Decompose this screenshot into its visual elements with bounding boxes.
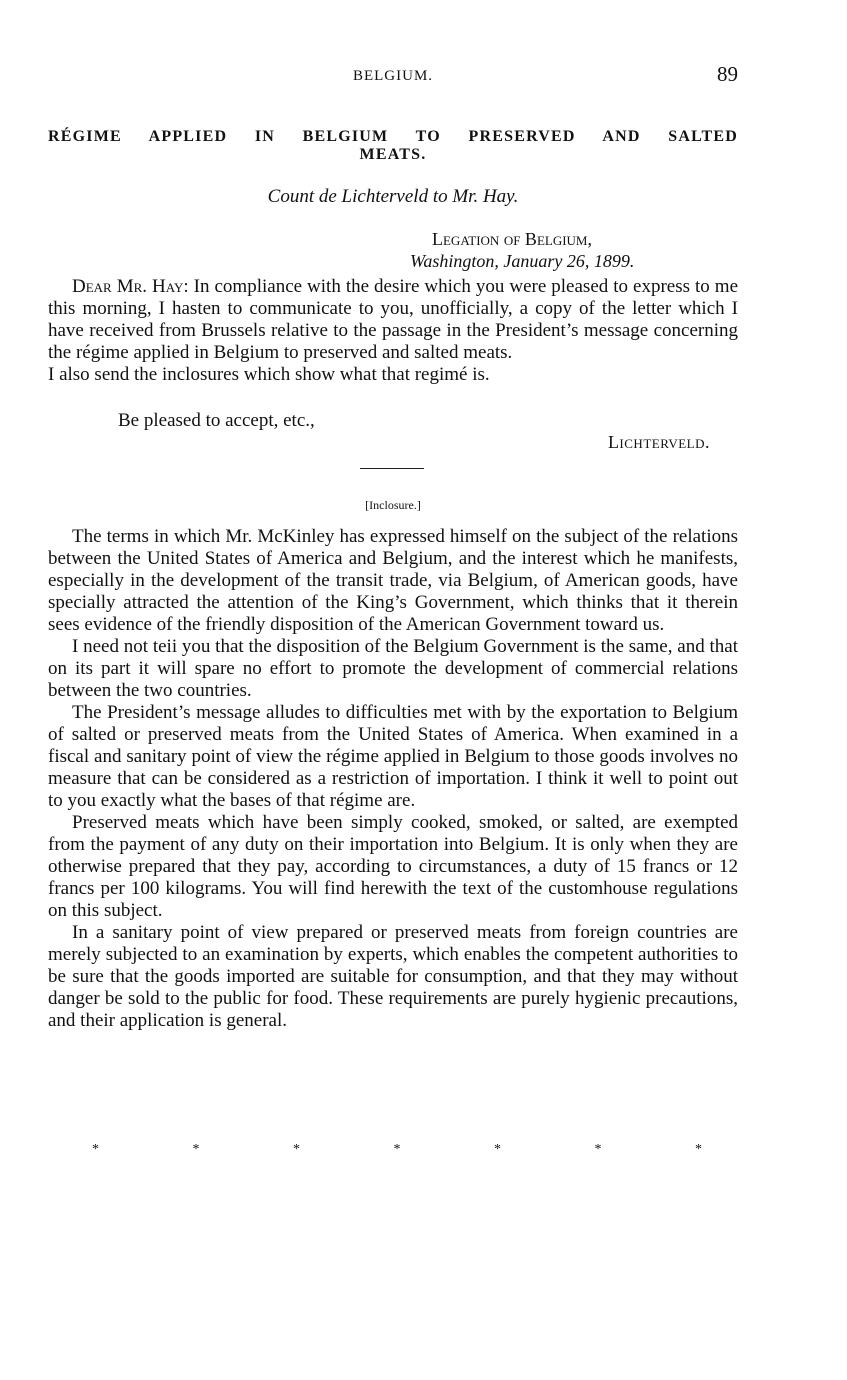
letterhead-org: Legation of Belgium, xyxy=(432,229,592,249)
inclosure-paragraph: I need not teii you that the disposition of the Belgium Government is the same, and that on its part it will spare no effort to promote the development of commercial relations between the two countries. xyxy=(48,636,738,701)
section-heading-line1: RÉGIME APPLIED IN BELGIUM TO PRESERVED AND SALTED xyxy=(48,128,738,145)
letter-body xyxy=(48,276,738,386)
omission-star: * xyxy=(92,1142,99,1157)
salutation: Dear Mr. Hay: xyxy=(72,276,189,297)
omission-star: * xyxy=(695,1142,702,1157)
omission-stars xyxy=(92,1142,702,1158)
inclosure-body xyxy=(48,526,738,1032)
inclosure-paragraph: In a sanitary point of view prepared or preserved meats from foreign countries are merely subjected to an examination by experts, which enables the competent authorities to be sure that the goods imported are suitable for consumption, and that they may without danger be sold to the public for food. These requirements are purely hygienic precautions, and their application is general. xyxy=(48,922,738,1031)
inclosure-paragraph: The terms in which Mr. McKinley has expressed himself on the subject of the relations between the United States of America and Belgium, and the interest which he manifests, especially in the development of the transit trade, via Belgium, of American goods, have specially attracted the attention of the King’s Government, which thinks that it therein sees evidence of the friendly disposition of the American Government toward us. xyxy=(48,526,738,635)
running-head xyxy=(48,64,738,88)
section-heading xyxy=(48,128,738,164)
letter-closing: Be pleased to accept, etc., xyxy=(118,410,315,431)
running-title: BELGIUM. xyxy=(352,68,434,84)
inclosure-paragraph: The President’s message alludes to difficulties met with by the exportation to Belgium of salted or preserved meats from the United States of America. When examined in a fiscal and sanitary point of view the régime applied in Belgium to those goods involves no measure that can be considered as a restriction of importation. I think it well to point out to you exactly what the bases of that régime are. xyxy=(48,702,738,811)
page-number: 89 xyxy=(717,62,738,86)
letter-signature: Lichterveld. xyxy=(607,432,710,452)
omission-star: * xyxy=(594,1142,602,1157)
document-page xyxy=(48,0,738,1380)
letter-paragraph-2: I also send the inclosures which show what that regimé is. xyxy=(48,364,490,385)
section-heading-line2: MEATS. xyxy=(359,146,427,163)
letterhead-place-date: Washington, January 26, 1899. xyxy=(410,251,635,271)
inclosure-paragraph: Preserved meats which have been simply cooked, smoked, or salted, are exempted from the payment of any duty on their importation into Belgium. It is only when they are otherwise prepared that they pay, according to circumstances, a duty of 15 francs or 12 francs per 100 kilograms. You will find herewith the text of the customhouse regulations on this subject. xyxy=(48,812,738,921)
omission-star: * xyxy=(494,1142,501,1157)
omission-star: * xyxy=(293,1142,300,1157)
letter-paragraph-1-text: In compliance with the desire which you were pleased to express to me this morning, I hasten to communicate to you, unofficially, a copy of the letter which I have received from Brussels relative to the passage in the President’s message concerning the régime applied in Belgium to preserved and salted meats. xyxy=(48,276,739,363)
inclosure-label: [Inclosure.] xyxy=(365,498,421,512)
letter-paragraph-1 xyxy=(48,276,738,364)
section-divider xyxy=(360,468,424,469)
omission-star: * xyxy=(393,1142,401,1157)
omission-star: * xyxy=(192,1142,200,1157)
letterhead xyxy=(410,228,728,272)
letter-subheading: Count de Lichterveld to Mr. Hay. xyxy=(267,186,519,207)
